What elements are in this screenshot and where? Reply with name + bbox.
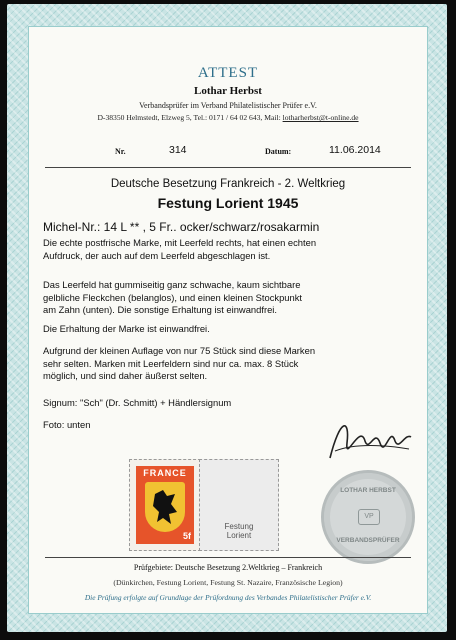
overprint-line: Festung xyxy=(224,522,254,531)
lion-shield-icon xyxy=(145,482,185,532)
email-link[interactable]: lotharherbst@t-online.de xyxy=(282,113,359,122)
divider-top xyxy=(45,167,411,168)
paragraph-2-line: am Zahn (unten). Die sonstige Erhaltung ist einwandfrei. xyxy=(43,304,277,316)
paragraph-4-line: sehr selten. Marken mit Leerfeldern sind nur ca. max. 8 Stück xyxy=(43,357,299,369)
date-label: Datum: xyxy=(265,147,292,156)
examiner-name: Lothar Herbst xyxy=(194,85,262,97)
divider-bottom xyxy=(45,557,411,558)
nr-label: Nr. xyxy=(115,147,126,156)
paragraph-2-line: Das Leerfeld hat gummiseitig ganz schwache, kaum sichtbare xyxy=(43,279,301,290)
examiner-address xyxy=(29,113,427,122)
footer-areas-detail: (Dünkirchen, Festung Lorient, Festung St. Nazaire, Französische Legion) xyxy=(113,578,343,587)
paragraph-1-line: Aufdruck, der auch auf dem Leerfeld abgeschlagen ist. xyxy=(43,249,271,261)
date-value: 11.06.2014 xyxy=(329,144,381,156)
overprint-line: Lorient xyxy=(226,531,252,540)
signum-line: Signum: "Sch" (Dr. Schmitt) + Händlersignum xyxy=(43,397,232,408)
paragraph-3: Die Erhaltung der Marke ist einwandfrei. xyxy=(43,323,210,334)
paragraph-2 xyxy=(43,279,302,317)
address-text: D-38350 Helmstedt, Elzweg 5, Tel.: 0171 / 64 02 643, Mail: xyxy=(97,113,283,122)
seal-bottom-text: VERBANDSPRÜFER xyxy=(336,537,400,544)
nr-value: 314 xyxy=(169,144,187,156)
michel-number: Michel-Nr.: 14 L ** , 5 Fr.. ocker/schwarz/rosakarmin xyxy=(43,220,320,234)
paragraph-1-line: Die echte postfrische Marke, mit Leerfeld rechts, hat einen echten xyxy=(43,237,317,248)
certificate-title: ATTEST xyxy=(197,65,259,81)
subject-title: Festung Lorient 1945 xyxy=(157,195,299,211)
seal-top-text: LOTHAR HERBST xyxy=(340,487,396,494)
footer-areas: Prüfgebiete: Deutsche Besetzung 2.Weltkrieg – Frankreich xyxy=(133,563,323,572)
footer-note: Die Prüfung erfolgte auf Grundlage der Prüfordnung des Verbandes Philatelistischer Prüfer e.V. xyxy=(84,593,372,602)
paragraph-4-line: Aufgrund der kleinen Auflage von nur 75 Stück sind diese Marken xyxy=(43,345,316,356)
signature xyxy=(325,413,415,473)
foto-line: Foto: unten xyxy=(43,419,91,430)
stamp-design xyxy=(136,466,194,544)
subject-line: Deutsche Besetzung Frankreich - 2. Weltkrieg xyxy=(110,178,346,190)
lion-icon xyxy=(145,482,185,532)
stamp-value: 5f xyxy=(182,531,191,541)
blank-label-field xyxy=(199,459,279,551)
overprint-text xyxy=(200,522,278,540)
seal-center-mark: VP xyxy=(358,509,380,525)
paragraph-1 xyxy=(43,237,316,262)
certificate xyxy=(28,26,428,614)
examiner-association: Verbandsprüfer im Verband Philatelistischer Prüfer e.V. xyxy=(139,101,317,110)
certificate-border xyxy=(7,4,447,632)
embossed-seal xyxy=(321,470,415,564)
stamp-country: FRANCE xyxy=(143,468,187,478)
paragraph-4 xyxy=(43,345,315,383)
paragraph-2-line: gelbliche Fleckchen (belanglos), und einen kleinen Stockpunkt xyxy=(43,291,303,303)
paragraph-4-line: möglich, und sind daher äußerst selten. xyxy=(43,370,208,382)
stamp-image xyxy=(129,459,201,551)
